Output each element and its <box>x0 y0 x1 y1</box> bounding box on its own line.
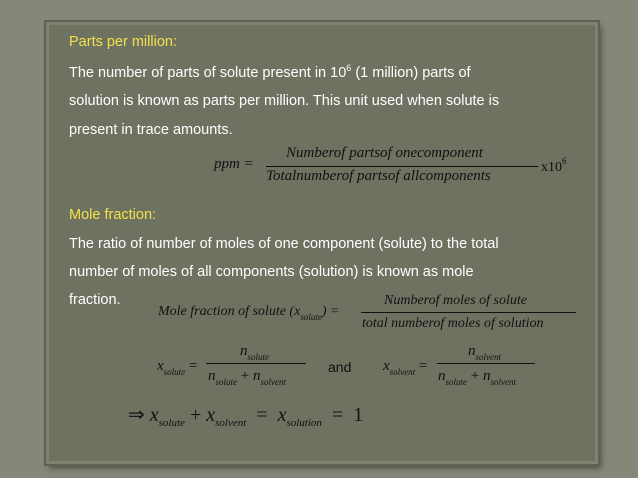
mole-line-2: number of moles of all components (solution) is known as mole <box>69 264 474 280</box>
mole-line-1: The ratio of number of moles of one component (solute) to the total <box>69 236 499 252</box>
x-solvent-lhs: $x_{solvent}$ = <box>383 358 428 377</box>
x-solute-denominator: $n_{solute} + n_{solvent}$ <box>208 368 286 387</box>
x-solute-lhs: $x_{solute}$ = <box>157 358 198 377</box>
ppm-fraction-bar <box>266 166 538 167</box>
mole-formula-lhs: Mole fraction of solute $(x_{solute})$ = <box>158 304 340 322</box>
mole-fraction-bar <box>361 312 576 313</box>
mole-formula-numerator: Numberof moles of solute <box>384 293 527 308</box>
x-solvent-denominator: $n_{solute} + n_{solvent}$ <box>438 368 516 387</box>
mole-heading: Mole fraction: <box>69 207 157 223</box>
sum-equation: ⇒ $x_{solute} + x_{solvent} = x_{solution} = 1$ <box>128 404 364 429</box>
ppm-formula-factor: $x10^6$ <box>541 156 567 175</box>
x-solvent-numerator: $n_{solvent}$ <box>468 343 501 362</box>
ppm-formula-numerator: Numberof partsof onecomponent <box>286 145 483 161</box>
ppm-heading: Parts per million: <box>69 34 177 50</box>
ppm-line-3: present in trace amounts. <box>69 122 233 138</box>
x-solute-numerator: $n_{solute}$ <box>240 343 269 362</box>
x-solute-fraction-bar <box>206 363 306 364</box>
mole-line-3: fraction. <box>69 292 121 308</box>
x-solvent-fraction-bar <box>437 363 535 364</box>
ppm-line-1: The number of parts of solute present in $10^6$ (1 million) parts of <box>69 63 471 81</box>
mole-formula-denominator: total numberof moles of solution <box>362 316 544 331</box>
ppm-formula-lhs: ppm = <box>214 156 254 172</box>
ppm-line-2: solution is known as parts per million. This unit used when solute is <box>69 93 500 109</box>
and-label: and <box>328 359 352 375</box>
ppm-formula-denominator: Totalnumberof partsof allcomponents <box>266 168 491 184</box>
implies-arrow: ⇒ <box>128 404 145 426</box>
